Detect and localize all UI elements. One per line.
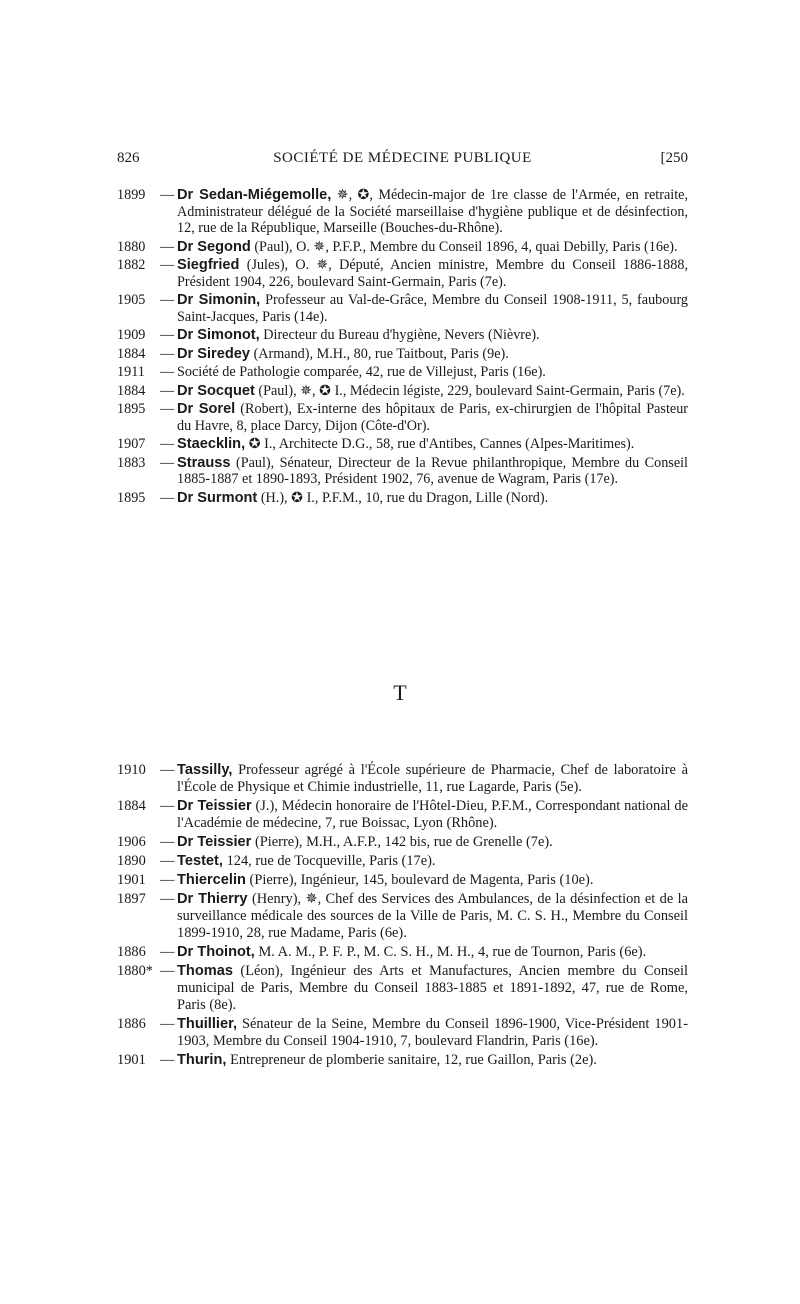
entry-details: (Armand), M.H., 80, rue Taitbout, Paris (9e). bbox=[253, 345, 509, 362]
entry-dash: — bbox=[160, 872, 175, 888]
entry-year: 1884 bbox=[117, 798, 146, 814]
member-entry bbox=[117, 239, 688, 256]
entry-dash: — bbox=[160, 834, 175, 850]
entry-year: 1890 bbox=[117, 853, 146, 869]
entry-details: Professeur au Val-de-Grâce, Membre du Conseil 1908-1911, 5, faubourg Saint-Jacques, Paris (14e). bbox=[177, 292, 689, 325]
entry-dash: — bbox=[160, 382, 175, 399]
member-entry bbox=[117, 292, 688, 325]
member-entry bbox=[117, 257, 688, 290]
entry-dash: — bbox=[160, 364, 175, 380]
entry-details: (Pierre), M.H., A.F.P., 142 bis, rue de Grenelle (7e). bbox=[254, 834, 553, 850]
entry-dash: — bbox=[160, 238, 175, 255]
entry-dash: — bbox=[160, 257, 175, 273]
member-entry bbox=[117, 490, 688, 507]
entry-name: Dr Thoinot, bbox=[177, 944, 255, 960]
member-entry bbox=[117, 346, 688, 363]
entry-year: 1895 bbox=[117, 489, 146, 506]
entry-details: Professeur agrégé à l'École supérieure de Pharmacie, Chef de laboratoire à l'École de Physique et Chimie industrielle, 11, rue Lagarde, Paris (5e). bbox=[177, 762, 688, 795]
entry-year: 1901 bbox=[117, 872, 146, 888]
entry-year: 1895 bbox=[117, 401, 146, 417]
entry-year: 1884 bbox=[117, 345, 146, 362]
entry-details: Directeur du Bureau d'hygiène, Nevers (Nièvre). bbox=[263, 327, 540, 343]
entry-details: (Paul), Sénateur, Directeur de la Revue philanthropique, Membre du Conseil 1885-1887 et 1890-1893, Président 1902, 76, avenue de Wagram, Paris (17e). bbox=[177, 454, 688, 487]
member-entry bbox=[117, 383, 688, 400]
member-entry bbox=[117, 364, 688, 381]
entry-year: 1899 bbox=[117, 187, 146, 203]
entry-name: Dr Siredey bbox=[177, 345, 251, 362]
entry-name: Thiercelin bbox=[177, 872, 246, 888]
entry-year: 1907 bbox=[117, 436, 146, 452]
page-reference: [250 bbox=[660, 150, 688, 166]
section-letter: T bbox=[393, 680, 407, 705]
entry-details: (Robert), Ex-interne des hôpitaux de Paris, ex-chirurgien de l'hôpital Pasteur du Havre, 8, place Darcy, Dijon (Côte-d'Or). bbox=[177, 401, 689, 434]
entry-dash: — bbox=[160, 292, 175, 308]
member-entry bbox=[117, 834, 688, 851]
entry-dash: — bbox=[160, 853, 175, 869]
entry-details: Société de Pathologie comparée, 42, rue de Villejust, Paris (16e). bbox=[177, 364, 546, 380]
entry-dash: — bbox=[160, 798, 175, 814]
member-entry bbox=[117, 798, 688, 832]
entry-details: (Pierre), Ingénieur, 145, boulevard de Magenta, Paris (10e). bbox=[249, 872, 594, 888]
entry-name: Thuillier, bbox=[177, 1016, 238, 1032]
entry-details: (Paul), ✵, ✪ I., Médecin légiste, 229, boulevard Saint-Germain, Paris (7e). bbox=[258, 382, 685, 399]
member-entry bbox=[117, 436, 688, 453]
entry-name: Dr Surmont bbox=[177, 489, 258, 506]
entry-name: Strauss bbox=[177, 454, 231, 471]
entry-year: 1911 bbox=[117, 364, 145, 380]
entry-name: Thurin, bbox=[177, 1052, 227, 1068]
member-entry bbox=[117, 944, 688, 961]
entry-name: Thomas bbox=[177, 963, 233, 979]
member-entry bbox=[117, 872, 688, 889]
entry-name: Testet, bbox=[177, 853, 223, 869]
member-entry bbox=[117, 853, 688, 870]
member-entry bbox=[117, 963, 688, 1014]
member-list-s bbox=[117, 187, 688, 508]
entry-name: Dr Sorel bbox=[177, 401, 236, 417]
entry-dash: — bbox=[160, 963, 175, 979]
entry-year: 1884 bbox=[117, 382, 146, 399]
entry-name: Dr Thierry bbox=[177, 891, 248, 907]
entry-details: (J.), Médecin honoraire de l'Hôtel-Dieu, P.F.M., Correspondant national de l'Académie de médecine, 7, rue Boissac, Lyon (Rhône). bbox=[177, 798, 688, 831]
entry-details: 124, rue de Tocqueville, Paris (17e). bbox=[226, 853, 436, 869]
entry-year: 1905 bbox=[117, 292, 146, 308]
member-entry bbox=[117, 401, 688, 434]
entry-details: (Henry), ✵, Chef des Services des Ambulances, de la désinfection et de la surveillance médicale des sources de la Ville de Paris, M. C. S. H., Membre du Conseil 1899-1910, 28, rue Madame, Paris (6e). bbox=[177, 891, 689, 941]
entry-dash: — bbox=[160, 1052, 175, 1068]
entry-dash: — bbox=[160, 489, 175, 506]
entry-details: ✵, ✪, Médecin-major de 1re classe de l'Armée, en retraite, Administrateur délégué de la Société marseillaise d'hygiène publique et de désinfection, 12, rue de la République, Marseille (Bouches-du-Rhône). bbox=[177, 187, 688, 236]
entry-details: ✪ I., Architecte D.G., 58, rue d'Antibes, Cannes (Alpes-Maritimes). bbox=[248, 436, 635, 452]
entry-year: 1897 bbox=[117, 891, 146, 907]
entry-name: Dr Simonot, bbox=[177, 327, 260, 343]
entry-year: 1883 bbox=[117, 454, 146, 471]
page-header bbox=[117, 150, 688, 174]
entry-dash: — bbox=[160, 454, 175, 471]
entry-dash: — bbox=[160, 891, 175, 907]
entry-details: Entrepreneur de plomberie sanitaire, 12, rue Gaillon, Paris (2e). bbox=[230, 1052, 597, 1068]
entry-name: Dr Teissier bbox=[177, 798, 252, 814]
entry-name: Tassilly, bbox=[177, 762, 233, 778]
entry-year: 1880* bbox=[117, 963, 153, 979]
entry-name: Dr Teissier bbox=[177, 834, 252, 850]
running-title: SOCIÉTÉ DE MÉDECINE PUBLIQUE bbox=[273, 150, 532, 166]
entry-details: (Jules), O. ✵, Député, Ancien ministre, Membre du Conseil 1886-1888, Président 1904, 226, boulevard Saint-Germain, Paris (7e). bbox=[177, 257, 689, 290]
entry-dash: — bbox=[160, 436, 175, 452]
entry-name: Dr Segond bbox=[177, 238, 251, 255]
entry-details: (Léon), Ingénieur des Arts et Manufactures, Ancien membre du Conseil municipal de Paris, Membre du Conseil 1883-1885 et 1891-1892, 47, rue de Rome, Paris (8e). bbox=[177, 963, 688, 1013]
entry-year: 1910 bbox=[117, 762, 146, 778]
entry-details: Sénateur de la Seine, Membre du Conseil 1896-1900, Vice-Président 1901-1903, Membre du Conseil 1904-1910, 7, boulevard Flandrin, Paris (16e). bbox=[177, 1016, 688, 1049]
entry-year: 1886 bbox=[117, 944, 146, 960]
entry-dash: — bbox=[160, 327, 175, 343]
entry-year: 1880 bbox=[117, 238, 146, 255]
entry-name: Dr Simonin, bbox=[177, 292, 261, 308]
entry-name: Dr Sedan-Miégemolle, bbox=[177, 187, 332, 203]
entry-name: Staecklin, bbox=[177, 436, 246, 452]
entry-details: (H.), ✪ I., P.F.M., 10, rue du Dragon, Lille (Nord). bbox=[260, 489, 549, 506]
entry-name: Dr Socquet bbox=[177, 382, 255, 399]
entry-year: 1882 bbox=[117, 257, 146, 273]
member-entry bbox=[117, 762, 688, 796]
entry-dash: — bbox=[160, 1016, 175, 1032]
entry-dash: — bbox=[160, 944, 175, 960]
entry-details: (Paul), O. ✵, P.F.P., Membre du Conseil 1896, 4, quai Debilly, Paris (16e). bbox=[254, 238, 678, 255]
entry-dash: — bbox=[160, 345, 175, 362]
entry-year: 1909 bbox=[117, 327, 146, 343]
entry-year: 1901 bbox=[117, 1052, 146, 1068]
member-entry bbox=[117, 891, 688, 942]
member-entry bbox=[117, 187, 688, 237]
entry-details: M. A. M., P. F. P., M. C. S. H., M. H., 4, rue de Tournon, Paris (6e). bbox=[258, 944, 647, 960]
member-list-t bbox=[117, 762, 688, 1071]
entry-dash: — bbox=[160, 401, 175, 417]
entry-name: Siegfried bbox=[177, 257, 240, 273]
page-number: 826 bbox=[117, 150, 140, 166]
member-entry bbox=[117, 1052, 688, 1069]
entry-dash: — bbox=[160, 187, 175, 203]
entry-dash: — bbox=[160, 762, 175, 778]
member-entry bbox=[117, 1016, 688, 1050]
member-entry bbox=[117, 327, 688, 344]
member-entry bbox=[117, 455, 688, 488]
entry-year: 1906 bbox=[117, 834, 146, 850]
entry-year: 1886 bbox=[117, 1016, 146, 1032]
